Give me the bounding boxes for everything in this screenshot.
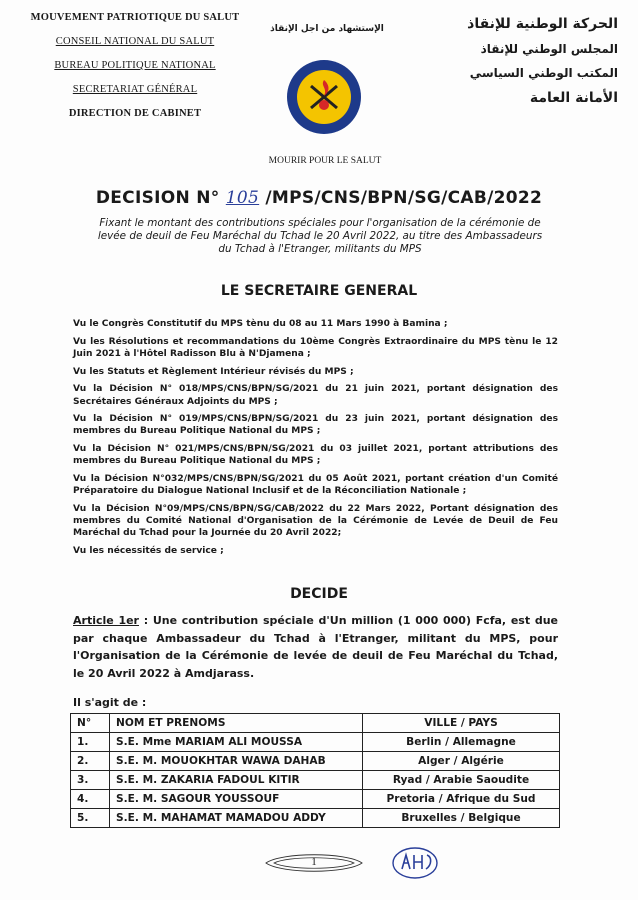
row-number: 3.: [71, 771, 110, 790]
decision-subtitle: Fixant le montant des contributions spéciales pour l'organisation de la cérémonie de levée de deuil de Feu Maréchal du Tchad le 20 Avril 2022, au titre des Ambassadeurs du Tchad à l'Etranger, militants du MPS: [97, 217, 543, 255]
row-number: 1.: [71, 733, 110, 752]
consideration-item: Vu les Résolutions et recommandations du 10ème Congrès Extraordinaire du MPS tènu le 12 Juin 2021 à l'Hôtel Radisson Blu à N'Djamena ;: [73, 336, 558, 359]
arabic-council-name: المجلس الوطني للإنقاذ: [480, 42, 618, 56]
cabinet-name: DIRECTION DE CABINET: [68, 108, 202, 119]
decision-suffix: /MPS/CNS/BPN/SG/CAB/2022: [265, 188, 543, 208]
decide-heading: DECIDE: [290, 586, 348, 602]
arabic-slogan: الإستشهاد من اجل الإنقاذ: [270, 24, 384, 34]
article-label: Article 1er: [73, 614, 139, 627]
article-1: [73, 612, 558, 682]
header-left: [20, 12, 250, 132]
arabic-org-name: الحركة الوطنية للإنقاذ: [467, 16, 618, 32]
article-separator: :: [138, 614, 153, 627]
ambassadors-table: [70, 713, 560, 828]
page-number: 1: [311, 856, 317, 868]
row-number: 5.: [71, 809, 110, 828]
row-city: Alger / Algérie: [363, 752, 560, 771]
consideration-item: Vu les nécessités de service ;: [73, 546, 224, 557]
table-row: [71, 809, 560, 828]
column-header-name: NOM ET PRENOMS: [110, 714, 363, 733]
row-name: S.E. M. ZAKARIA FADOUL KITIR: [110, 771, 363, 790]
consideration-item: Vu le Congrès Constitutif du MPS tènu du 08 au 11 Mars 1990 à Bamina ;: [73, 319, 448, 329]
consideration-item: Vu la Décision N° 019/MPS/CNS/BPN/SG/2021 du 23 juin 2021, portant désignation des membres du Bureau Politique National du MPS ;: [73, 414, 558, 437]
considerations: [73, 318, 558, 563]
list-intro: Il s'agit de :: [73, 696, 147, 709]
row-number: 2.: [71, 752, 110, 771]
row-name: S.E. Mme MARIAM ALI MOUSSA: [110, 733, 363, 752]
article-text: Une contribution spéciale d'Un million (1 000 000) Fcfa, est due par chaque Ambassadeur du Tchad à l'Etranger, militant du MPS, pour l'Organisation de la Cérémonie de levée de deuil de Feu Maréchal du Tchad, le 20 Avril 2022 à Amdjarass.: [73, 614, 558, 680]
arabic-secretariat-name: الأمانة العامة: [529, 90, 618, 106]
row-city: Bruxelles / Belgique: [363, 809, 560, 828]
decision-prefix: DECISION N°: [95, 188, 220, 208]
row-name: S.E. M. MAHAMAT MAMADOU ADDY: [110, 809, 363, 828]
row-name: S.E. M. SAGOUR YOUSSOUF: [110, 790, 363, 809]
column-header-city: VILLE / PAYS: [363, 714, 560, 733]
consideration-item: Vu la Décision N° 018/MPS/CNS/BPN/SG/2021 du 21 juin 2021, portant désignation des Secrétaires Généraux Adjoints du MPS ;: [73, 384, 558, 407]
row-name: S.E. M. MOUOKHTAR WAWA DAHAB: [110, 752, 363, 771]
row-city: Berlin / Allemagne: [363, 733, 560, 752]
motto: MOURIR POUR LE SALUT: [268, 156, 382, 166]
table-row: [71, 752, 560, 771]
secretary-heading: LE SECRETAIRE GENERAL: [220, 283, 418, 299]
consideration-item: Vu la Décision N° 021/MPS/CNS/BPN/SG/2021 du 03 juillet 2021, portant attributions des membres du Bureau Politique National du MPS ;: [73, 444, 558, 467]
consideration-item: Vu la Décision N°032/MPS/CNS/BPN/SG/2021 du 05 Août 2021, portant création d'un Comité Préparatoire du Dialogue National Inclusif et de la Réconciliation Nationale ;: [73, 474, 558, 497]
org-name: MOUVEMENT PATRIOTIQUE DU SALUT: [30, 12, 240, 23]
bureau-name: BUREAU POLITIQUE NATIONAL: [54, 60, 216, 71]
table-row: [71, 771, 560, 790]
page-number-ornament: [262, 850, 366, 876]
table-row: [71, 733, 560, 752]
consideration-item: Vu la Décision N°09/MPS/CNS/BPN/SG/CAB/2022 du 22 Mars 2022, Portant désignation des membres du Comité National d'Organisation de la Cérémonie de Levée de Deuil de Feu Maréchal du Tchad pour la Journée du 20 Avril 2022;: [73, 503, 558, 539]
council-name: CONSEIL NATIONAL DU SALUT: [55, 36, 215, 47]
table-header-row: [71, 714, 560, 733]
row-city: Ryad / Arabie Saoudite: [363, 771, 560, 790]
decision-handwritten-number: 105: [225, 188, 260, 208]
row-city: Pretoria / Afrique du Sud: [363, 790, 560, 809]
decision-number: [0, 188, 638, 208]
arabic-bureau-name: المكتب الوطني السياسي: [469, 66, 618, 80]
initials-signature-icon: [390, 845, 440, 881]
mps-emblem-icon: [285, 58, 363, 136]
header-right: [438, 16, 618, 116]
column-header-number: N°: [71, 714, 110, 733]
secretariat-name: SECRETARIAT GÉNÉRAL: [72, 84, 198, 95]
table-row: [71, 790, 560, 809]
consideration-item: Vu les Statuts et Règlement Intérieur révisés du MPS ;: [73, 366, 354, 377]
row-number: 4.: [71, 790, 110, 809]
